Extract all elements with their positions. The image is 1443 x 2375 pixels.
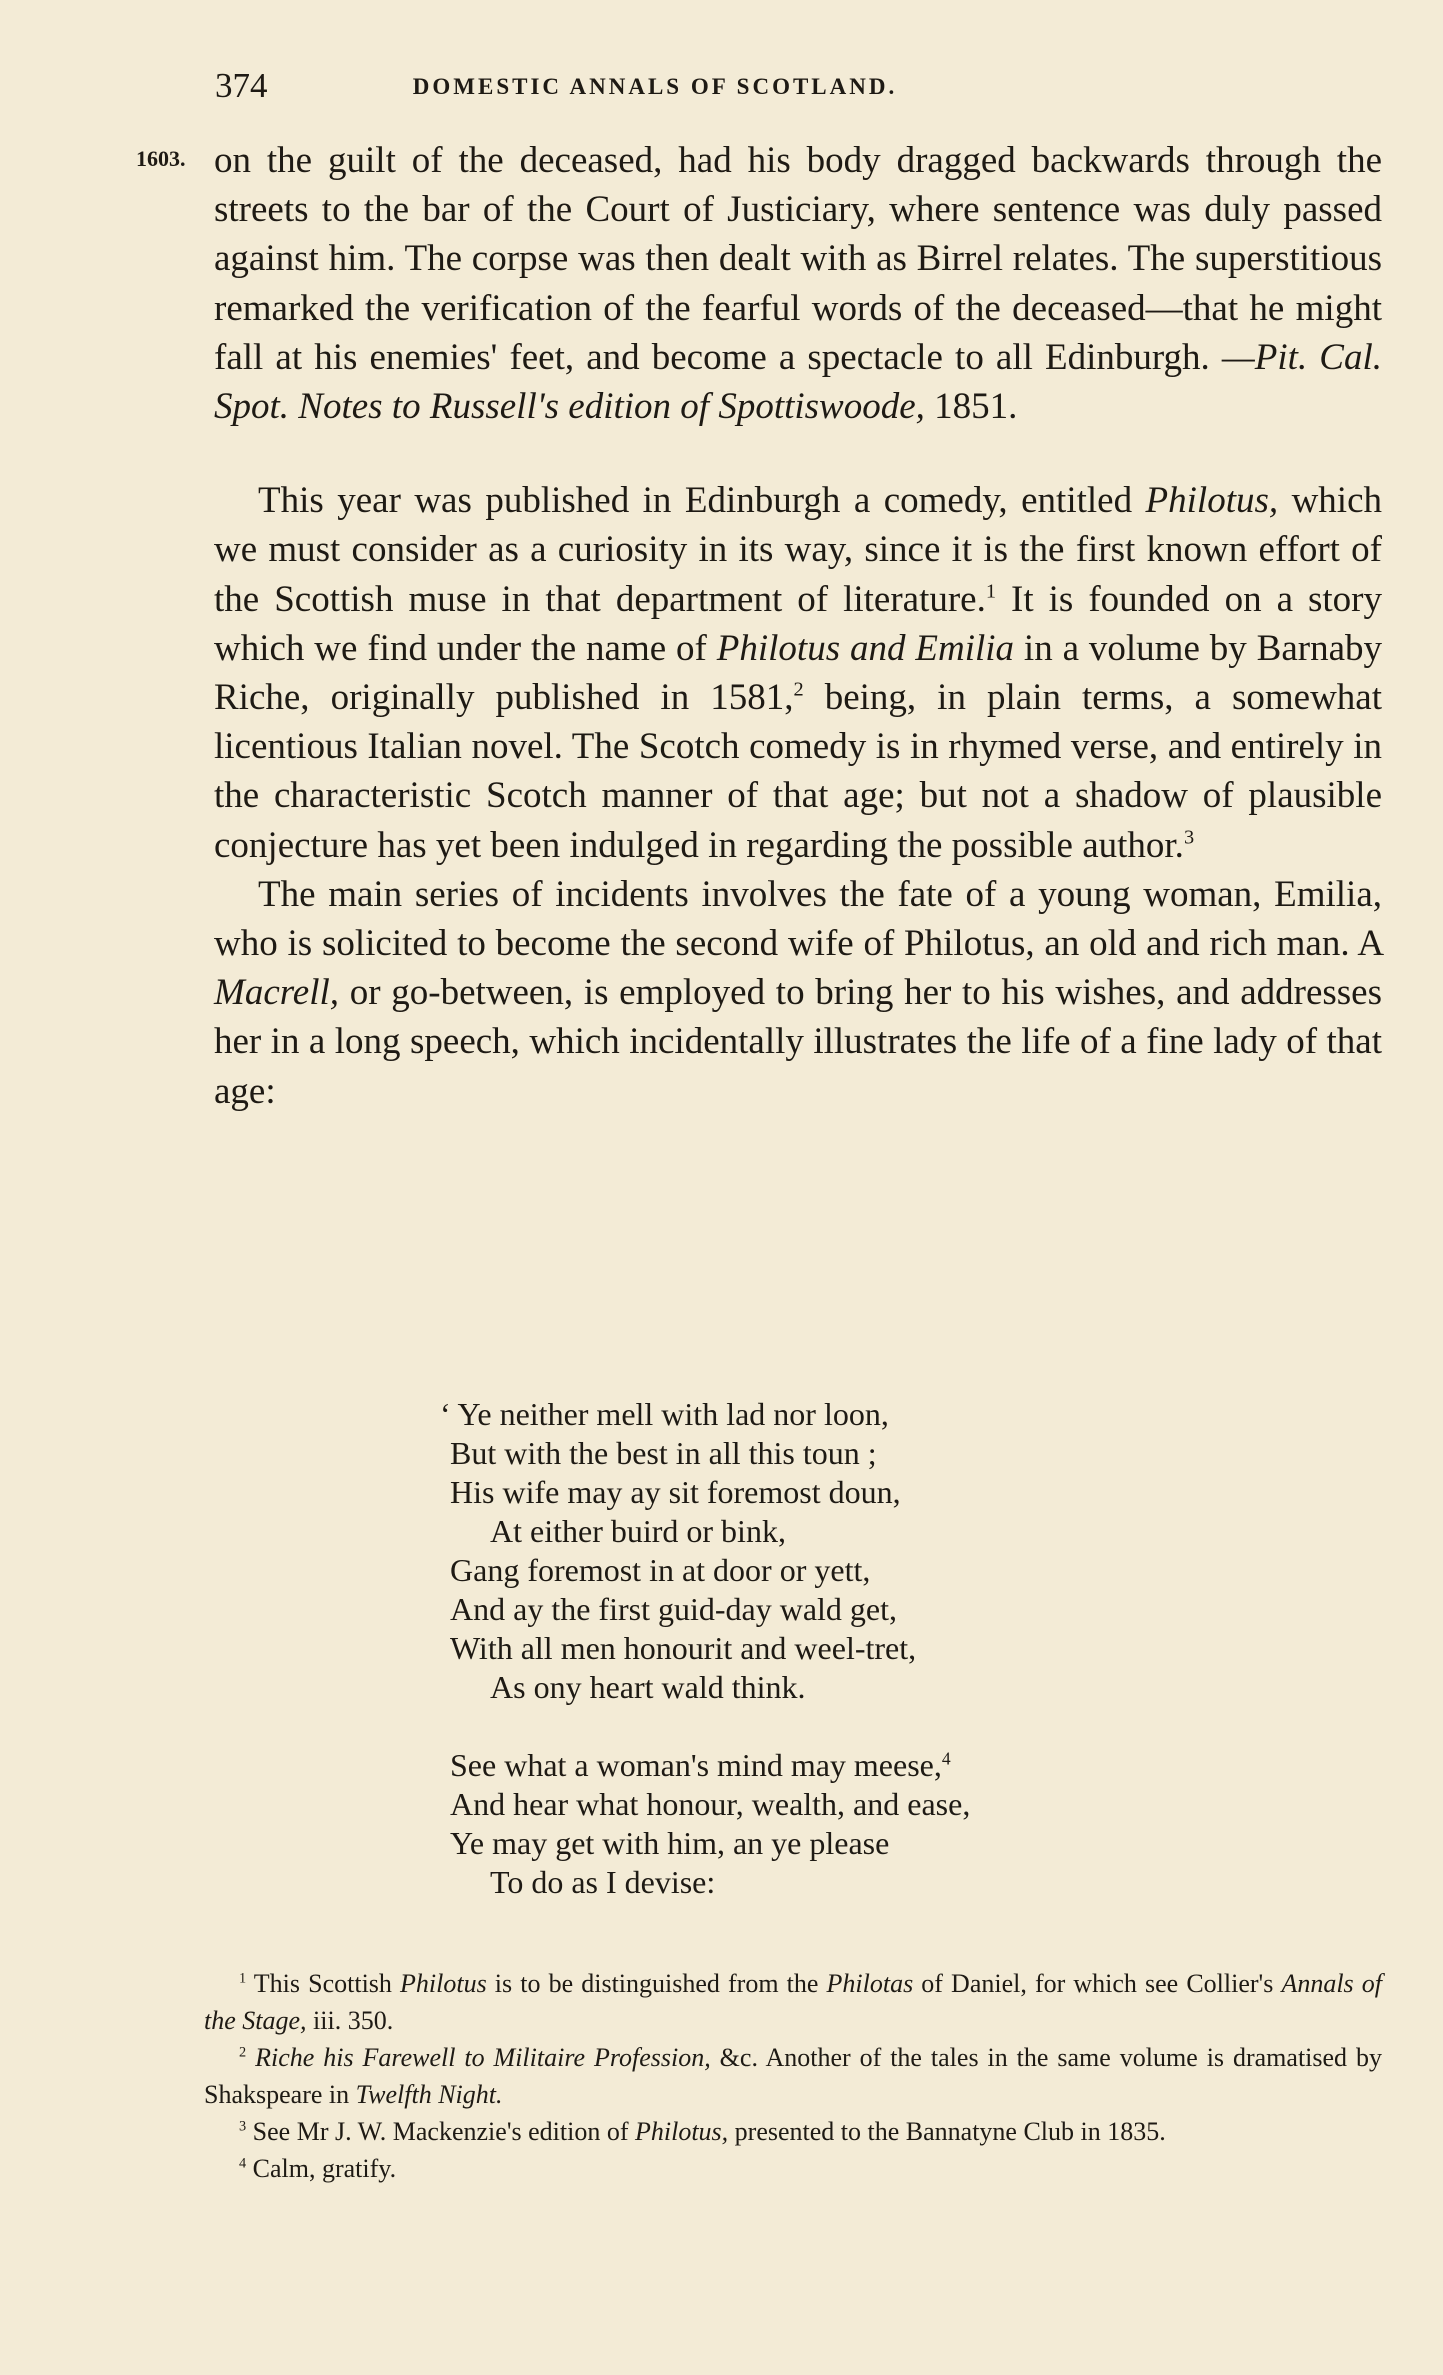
source-citation: —Pit. Cal. Spot. Notes to Russell's edition of Spottiswoode, <box>214 336 1383 428</box>
fn2-title-riche: Riche his Farewell to Militaire Profession, <box>255 2043 711 2072</box>
stanza-2 <box>450 1746 1250 1902</box>
fn1-title-philotas: Philotas <box>826 1969 914 1998</box>
verse-line: But with the best in all this toun ; <box>450 1435 877 1471</box>
footnote-ref-2[interactable]: 2 <box>793 678 804 701</box>
p3-text-a: The main series of incidents involves the fate of a young woman, Emilia, who is solicited to become the second wife of Philotus, an old and rich man. A <box>214 873 1382 965</box>
verse-quotation <box>440 1395 1250 1902</box>
body-text <box>214 136 1382 1116</box>
p3-text-c: or go-between, is employed to bring her to his wishes, and addresses her in a long speech, which incidentally illustrates the life of a fine lady of that age: <box>214 972 1382 1112</box>
page-number: 374 <box>215 66 268 105</box>
p2-text-c: which we must consider as a curiosity in its way, since it is the first known effort of the Scottish muse in that department of literature. <box>214 480 1382 620</box>
footnote-3 <box>204 2113 1382 2150</box>
verse-line: At either buird or bink, <box>490 1513 786 1549</box>
footnote-4 <box>204 2150 1382 2187</box>
running-head: DOMESTIC ANNALS OF SCOTLAND. <box>412 74 898 99</box>
footnote-mark-3: 3 <box>239 2118 247 2135</box>
verse-line: Ye may get with him, an ye please <box>450 1825 890 1861</box>
footnote-1 <box>204 1965 1382 2039</box>
p2-text-f: in a volume by Barnaby Riche, originally published in 1581, <box>214 627 1383 719</box>
page-header <box>215 60 1095 120</box>
footnote-ref-3[interactable]: 3 <box>1183 826 1195 849</box>
footnote-ref-1[interactable]: 1 <box>985 580 997 603</box>
footnotes <box>204 1965 1382 2187</box>
fn1-text-g: iii. 350. <box>306 2006 394 2035</box>
p2-title-philotus: Philotus, <box>1145 480 1279 522</box>
footnote-2 <box>204 2039 1382 2113</box>
verse-line <box>450 1746 1250 1785</box>
verse-line: Gang foremost in at door or yett, <box>450 1552 871 1588</box>
fn1-title-annals: Annals of the Stage, <box>204 1969 1383 2035</box>
fn3-title-philotus: Philotus, <box>635 2117 729 2146</box>
p2-text-d: It is founded on a story which we find under the name of <box>214 578 1382 669</box>
fn1-text-a: This Scottish <box>253 1969 401 1998</box>
verse-line: With all men honourit and weel-tret, <box>450 1630 917 1666</box>
p2-title-philotus-emilia: Philotus and Emilia <box>716 627 1015 669</box>
verse-line-text: See what a woman's mind may meese, <box>450 1747 942 1783</box>
citation-year: 1851. <box>924 386 1018 428</box>
fn2-text-b: &c. Another of the tales in the same volume is dramatised by Shakspeare in <box>204 2043 1382 2109</box>
paragraph-3 <box>214 870 1382 1116</box>
fn1-title-philotus: Philotus <box>400 1969 487 1998</box>
footnote-mark-1: 1 <box>239 1970 247 1987</box>
footnote-ref-4[interactable]: 4 <box>941 1748 951 1769</box>
fn3-text-a: See Mr J. W. Mackenzie's edition of <box>252 2117 635 2146</box>
verse-line: And ay the first guid-day wald get, <box>450 1591 897 1627</box>
paragraph-2 <box>214 476 1382 870</box>
stanza-1 <box>440 1395 1250 1707</box>
fn4-text-a: Calm, gratify. <box>252 2154 397 2183</box>
footnote-mark-2: 2 <box>239 2044 247 2061</box>
fn2-title-twelfth-night: Twelfth Night. <box>355 2080 503 2109</box>
paragraph-1-text: on the guilt of the deceased, had his body dragged backwards through the streets to the bar of the Court of Justiciary, where sentence was duly passed against him. The corpse was then dealt with as Birrel relates. The superstitious remarked the verification of the fearful words of the deceased—that he might fall at his enemies' feet, and become a spectacle to all Edinburgh. <box>214 140 1382 378</box>
fn1-text-e: of Daniel, for which see Collier's <box>913 1969 1282 1998</box>
fn3-text-c: presented to the Bannatyne Club in 1835. <box>728 2117 1166 2146</box>
verse-line: To do as I devise: <box>490 1864 716 1900</box>
p2-text-a: This year was published in Edinburgh a comedy, entitled <box>258 480 1146 522</box>
paragraph-1 <box>214 136 1382 431</box>
verse-line: As ony heart wald think. <box>490 1669 806 1705</box>
verse-line: His wife may ay sit foremost doun, <box>450 1474 901 1510</box>
p2-text-g: being, in plain terms, a somewhat licentious Italian novel. The Scotch comedy is in rhymed verse, and entirely in the characteristic Scotch manner of that age; but not a shadow of plausible conjecture has yet been indulged in regarding the possible author. <box>214 677 1382 866</box>
footnote-mark-4: 4 <box>239 2155 247 2172</box>
fn1-text-c: is to be distinguished from the <box>486 1969 827 1998</box>
p3-term-macrell: Macrell, <box>214 972 340 1014</box>
verse-line: ‘ Ye neither mell with lad nor loon, <box>440 1396 889 1432</box>
margin-year: 1603. <box>136 146 186 171</box>
verse-line: And hear what honour, wealth, and ease, <box>450 1786 971 1822</box>
